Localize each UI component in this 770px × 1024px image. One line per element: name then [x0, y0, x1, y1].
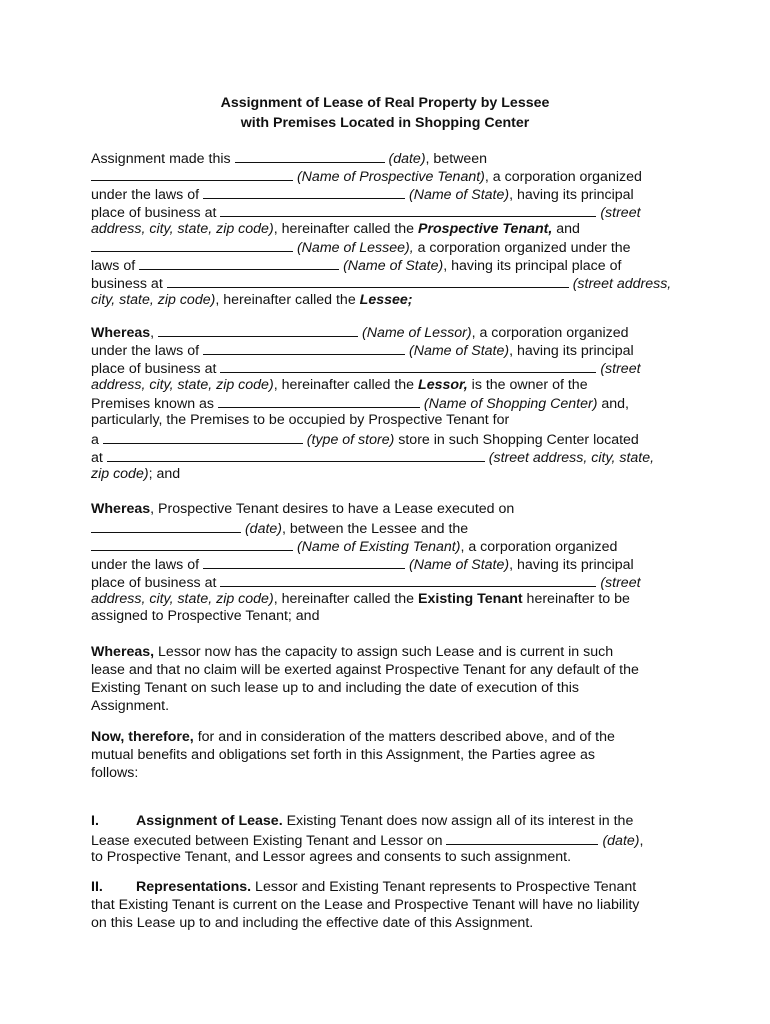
- blank-line: [103, 430, 303, 444]
- paragraph-line: under the laws of (Name of State), having its principal: [91, 343, 634, 359]
- paragraph-line: a (type of store) store in such Shopping Center located: [91, 432, 639, 448]
- paragraph-line: address, city, state, zip code), hereinafter called the Lessor, is the owner of the: [91, 377, 588, 393]
- paragraph-line: city, state, zip code), hereinafter called the Lessee;: [91, 292, 413, 308]
- blank-line: [220, 573, 596, 587]
- paragraph-line: Assignment.: [91, 698, 170, 714]
- blank-line: [203, 555, 405, 569]
- blank-line: [220, 203, 596, 217]
- paragraph-line: Whereas, Lessor now has the capacity to assign such Lease and is current in such: [91, 644, 614, 660]
- document-title-line-1: Assignment of Lease of Real Property by Lessee: [220, 95, 550, 111]
- paragraph-line: address, city, state, zip code), hereinafter called the Prospective Tenant, and: [91, 221, 580, 237]
- blank-line: [203, 341, 405, 355]
- paragraph-line: Whereas, (Name of Lessor), a corporation organized: [91, 325, 629, 341]
- document-title-line-2: with Premises Located in Shopping Center: [240, 115, 530, 131]
- paragraph-line: (Name of Existing Tenant), a corporation organized: [91, 537, 617, 556]
- paragraph-line: at (street address, city, state,: [91, 450, 655, 466]
- paragraph-line: (Name of Prospective Tenant), a corporation organized: [91, 167, 642, 186]
- blank-line: [91, 537, 293, 551]
- blank-line: [107, 448, 485, 462]
- blank-line: [91, 519, 241, 533]
- blank-line: [220, 359, 596, 373]
- section-number: I.: [91, 813, 99, 829]
- blank-line: [91, 238, 293, 252]
- paragraph-line: place of business at (street: [91, 361, 641, 377]
- paragraph-line: mutual benefits and obligations set forth in this Assignment, the Parties agree as: [91, 747, 595, 763]
- paragraph-line: assigned to Prospective Tenant; and: [91, 608, 320, 624]
- blank-line: [203, 185, 405, 199]
- paragraph-line: Whereas, Prospective Tenant desires to have a Lease executed on: [91, 501, 515, 517]
- paragraph-line: under the laws of (Name of State), having its principal: [91, 187, 634, 203]
- paragraph-line: (date), between the Lessee and the: [91, 519, 468, 538]
- paragraph-line: place of business at (street: [91, 575, 641, 591]
- paragraph-line: Existing Tenant on such lease up to and including the date of execution of this: [91, 680, 579, 696]
- section-number: II.: [91, 879, 103, 895]
- section-heading: Assignment of Lease.: [136, 813, 283, 829]
- paragraph-line: I. Assignment of Lease. Existing Tenant does now assign all of its interest in the: [91, 813, 634, 829]
- paragraph-line: particularly, the Premises to be occupied by Prospective Tenant for: [91, 412, 510, 428]
- blank-line: [235, 149, 385, 163]
- paragraph-line: zip code); and: [91, 466, 181, 482]
- paragraph-line: laws of (Name of State), having its principal place of: [91, 258, 622, 274]
- paragraph-line: follows:: [91, 765, 139, 781]
- paragraph-line: address, city, state, zip code), hereinafter called the Existing Tenant hereinafter to be: [91, 591, 630, 607]
- paragraph-line: place of business at (street: [91, 205, 641, 221]
- paragraph-line: Premises known as (Name of Shopping Center) and,: [91, 396, 629, 412]
- paragraph-line: Assignment made this (date), between: [91, 151, 488, 167]
- blank-line: [91, 167, 293, 181]
- blank-line: [158, 323, 358, 337]
- paragraph-line: Lease executed between Existing Tenant and Lessor on (date),: [91, 833, 644, 849]
- section-heading: Representations.: [136, 879, 252, 895]
- paragraph-line: that Existing Tenant is current on the Lease and Prospective Tenant will have no liability: [91, 897, 640, 913]
- paragraph-line: II. Representations. Lessor and Existing Tenant represents to Prospective Tenant: [91, 879, 637, 895]
- blank-line: [446, 831, 598, 845]
- paragraph-line: Now, therefore, for and in consideration of the matters described above, and of the: [91, 729, 615, 745]
- blank-line: [167, 274, 569, 288]
- blank-line: [139, 256, 339, 270]
- paragraph-line: (Name of Lessee), a corporation organized under the: [91, 238, 631, 257]
- paragraph-line: business at (street address,: [91, 276, 672, 292]
- paragraph-line: on this Lease up to and including the effective date of this Assignment.: [91, 915, 534, 931]
- paragraph-line: lease and that no claim will be exerted against Prospective Tenant for any default of the: [91, 662, 639, 678]
- blank-line: [218, 394, 420, 408]
- paragraph-line: to Prospective Tenant, and Lessor agrees and consents to such assignment.: [91, 849, 572, 865]
- paragraph-line: under the laws of (Name of State), having its principal: [91, 557, 634, 573]
